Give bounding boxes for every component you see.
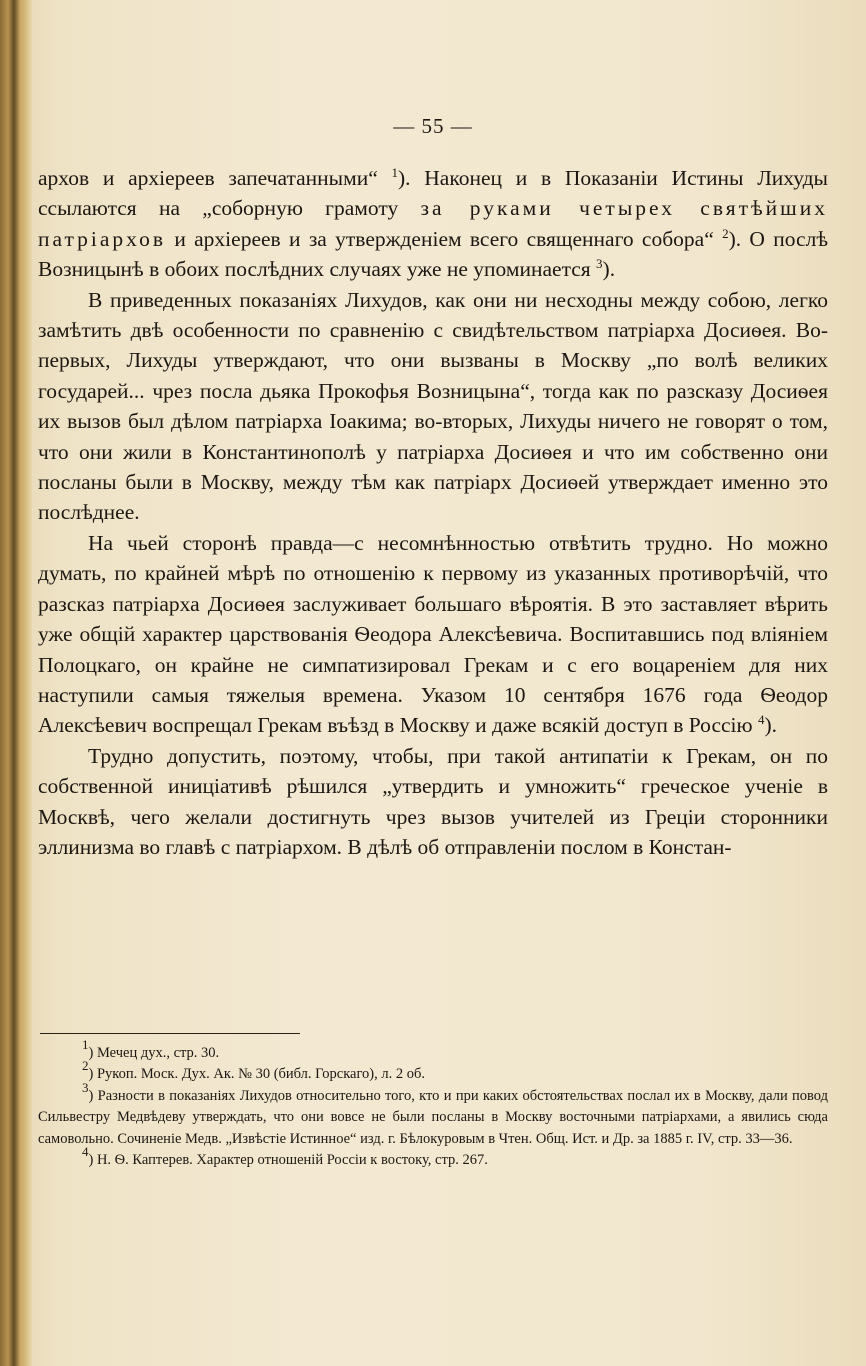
footnote-2: $^2$) Рукоп. Моск. Дух. Ак. № 30 (библ. Горскаго), л. 2 об.: [82, 1058, 426, 1083]
footnote-ref-3: 3: [596, 256, 603, 272]
footnote-4: $^4$) Н. Ѳ. Каптерев. Характер отношеній Россіи к востоку, стр. 267.: [82, 1144, 488, 1169]
spaced-emphasis: за руками четырех святѣйших патріархов: [38, 196, 828, 251]
paragraph-3: На чьей сторонѣ правда—с несомнѣнностью отвѣтить трудно. Но можно думать, по крайней мѣрѣ по отношенію к первому из указанных противорѣчій, что разсказ патріарха Досиѳея заслуживает большаго вѣроятія. В это заставляет вѣрить уже общій характер царствованія Ѳеодора Алексѣевича. Воспитавшись под вліяніем Полоцкаго, он крайне не симпатизировал Грекам и с его воцареніем для них наступили самыя тяжелыя времена. Указом 10 сентября 1676 года Ѳеодор Алексѣевич воспрещал Грекам въѣзд в Москву и даже всякій доступ в Россію $^4$).: [38, 530, 828, 738]
page-number: — 55 —: [393, 114, 473, 138]
footnote-ref-4: 4: [757, 712, 765, 728]
footnote-1: $^1$) Мечец дух., стр. 30.: [82, 1037, 220, 1061]
footnote-ref-1: 1: [391, 165, 398, 180]
body-text: [38, 163, 828, 862]
footnote-divider: [40, 1033, 300, 1034]
paragraph-1: архов и архіереев запечатанными“ $^1$). Наконец и в Показаніи Истины Лихуды ссылаются на „соборную грамоту за руками четырех святѣйших патріархов и архіереев и за утвержденіем всего священнаго собора“ $^2$). О послѣ Возницынѣ в обоих послѣдних случаях уже не упоминается $^3$).: [38, 165, 828, 282]
footnotes: [38, 1037, 828, 1171]
footnote-ref-2: 2: [722, 225, 729, 241]
footnote-3: $^3$) Разности в показаніях Лихудов относительно того, кто и при каких обстоятельствах послал их в Москву, дали повод Сильвестру Медвѣдеву утверждать, что они вовсе не были посланы в Москву восточными патріархами, а явились сюда самовольно. Сочиненіе Медв. „Извѣстіе Истинное“ изд. г. Бѣлокуровым в Чтен. Общ. Ист. и Др. за 1885 г. IV, стр. 33—36.: [38, 1079, 828, 1147]
book-binding-edge: [0, 0, 32, 1366]
paragraph-2: В приведенных показаніях Лихудов, как они ни несходны между собою, легко замѣтить двѣ особенности по сравненію с свидѣтельством патріарха Досиѳея. Во-первых, Лихуды утверждают, что они вызваны в Москву „по волѣ великих государей... чрез посла дьяка Прокофья Возницына“, тогда как по разсказу Досиѳея их вызов был дѣлом патріарха Іоакима; во-вторых, Лихуды ничего не говорят о том, что они жили в Константинополѣ у патріарха Досиѳея и что им собственно они посланы были в Москву, между тѣм как патріарх Досиѳей утверждает именно это послѣднее.: [38, 287, 828, 525]
paragraph-4: Трудно допустить, поэтому, чтобы, при такой антипатіи к Грекам, он по собственной иниціативѣ рѣшился „утвердить и умножить“ греческое ученіе в Москвѣ, чего желали достигнуть чрез вызов учителей из Греціи сторонники эллинизма во главѣ с патріархом. В дѣлѣ об отправленіи послом в Констан-: [38, 743, 828, 859]
